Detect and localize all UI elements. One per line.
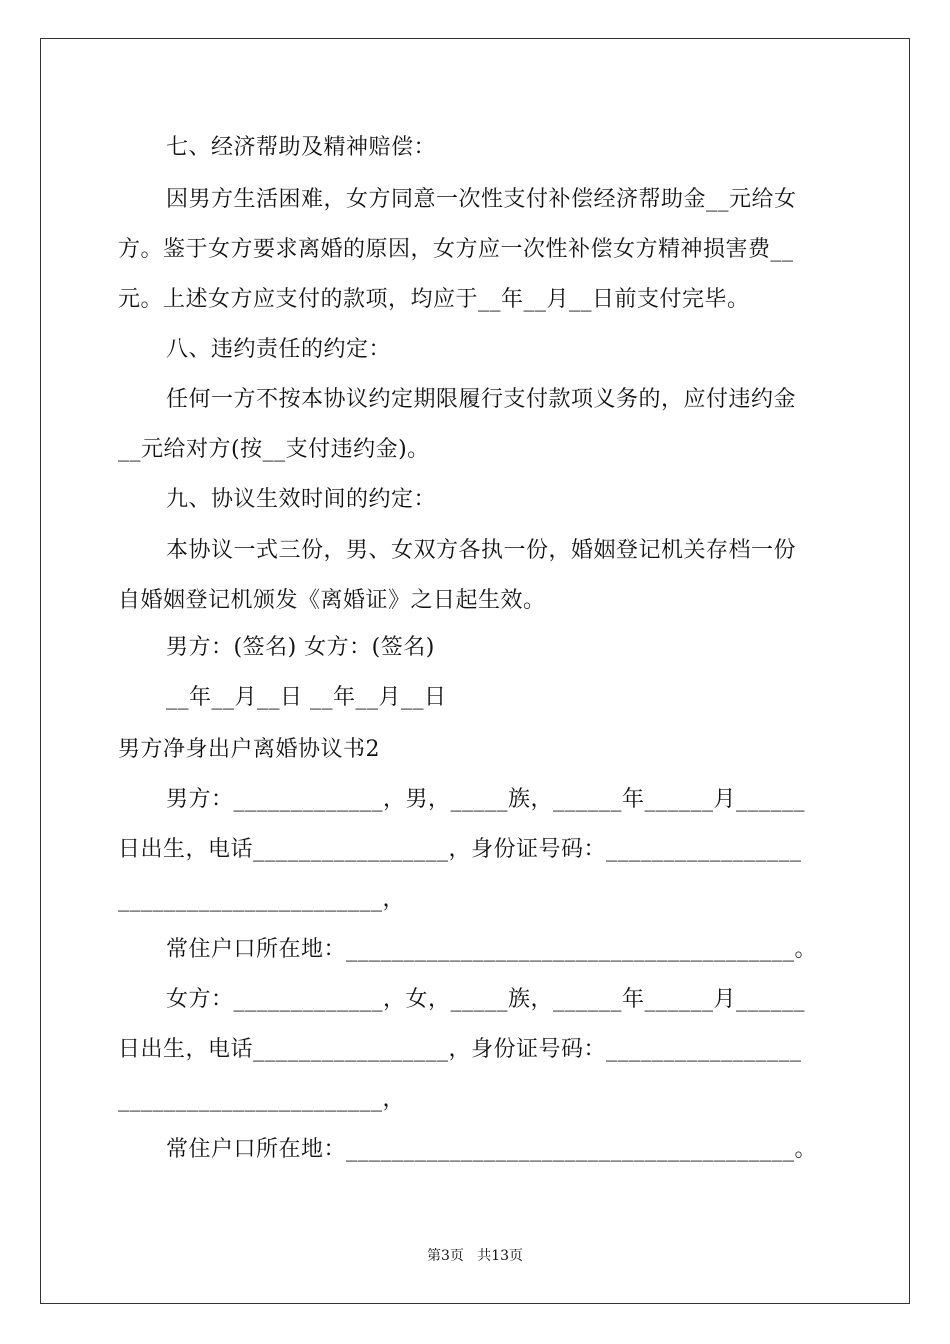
paragraph-line: 本协议一式三份，男、女双方各执一份，婚姻登记机关存档一份: [166, 538, 797, 563]
paragraph-line: 任何一方不按本协议约定期限履行支付款项义务的，应付违约金: [166, 387, 797, 412]
male-address-line: 常住户口所在地：_______________________________________。: [166, 937, 818, 962]
paragraph-line: 方。鉴于女方要求离婚的原因，女方应一次性补偿女方精神损害费__: [118, 237, 794, 262]
signature-line: 男方：(签名) 女方：(签名): [166, 635, 435, 660]
female-address-line: 常住户口所在地：_______________________________________。: [166, 1137, 818, 1162]
paragraph-line: 因男方生活困难，女方同意一次性支付补偿经济帮助金__元给女: [166, 187, 797, 212]
paragraph-line: 元。上述女方应支付的款项，均应于__年__月__日前支付完毕。: [118, 287, 750, 312]
page-number-footer: 第3页 共13页: [426, 1248, 524, 1264]
female-info-line: _______________________，: [118, 1087, 406, 1112]
section-8-heading: 八、违约责任的约定：: [166, 337, 392, 362]
paragraph-line: 自婚姻登记机颁发《离婚证》之日起生效。: [118, 588, 546, 613]
document-title: 男方净身出户离婚协议书2: [118, 737, 380, 762]
female-info-line: 日出生，电话_________________，身份证号码：_________________: [118, 1037, 802, 1062]
date-line: __年__月__日 __年__月__日: [166, 685, 447, 710]
male-info-line: _______________________，: [118, 887, 406, 912]
section-7-heading: 七、经济帮助及精神赔偿：: [166, 135, 437, 160]
paragraph-line: __元给对方(按__支付违约金)。: [118, 437, 430, 462]
male-info-line: 日出生，电话_________________，身份证号码：_________________: [118, 837, 802, 862]
section-9-heading: 九、协议生效时间的约定：: [166, 487, 437, 512]
female-info-line: 女方：_____________，女，_____族，______年______月______: [166, 987, 806, 1012]
male-info-line: 男方：_____________，男，_____族，______年______月______: [166, 787, 806, 812]
